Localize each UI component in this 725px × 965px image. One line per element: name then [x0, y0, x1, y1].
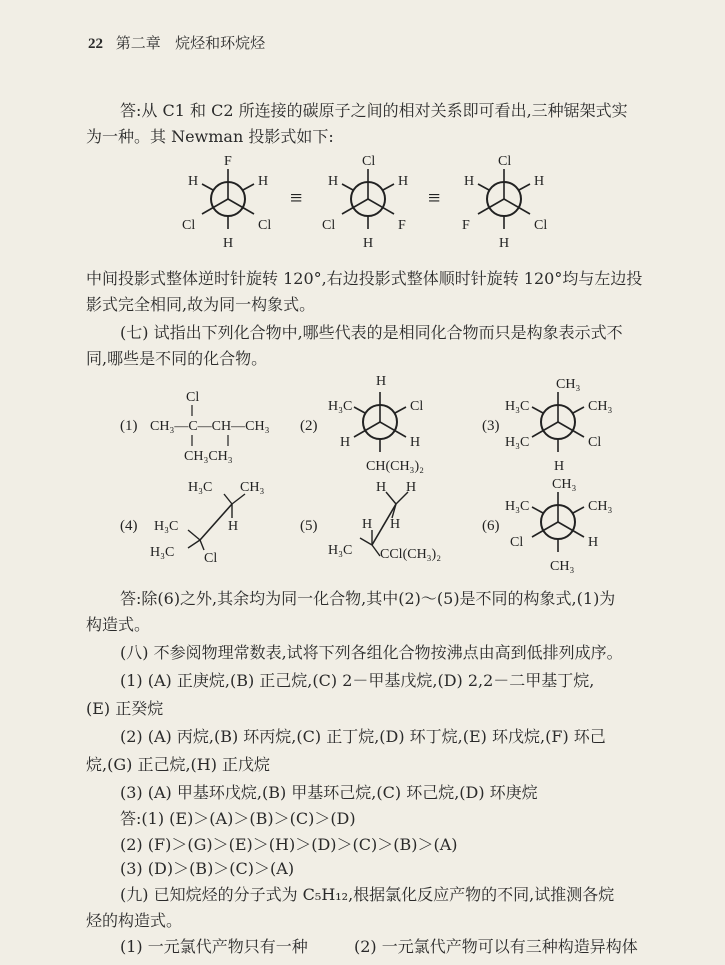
- page-number: 22: [88, 36, 103, 52]
- newman-3-back-right: H: [534, 174, 545, 189]
- compound-3-b: H₃C: [505, 399, 530, 414]
- newman-1: [182, 154, 271, 251]
- newman-2: [322, 154, 408, 251]
- compound-6-a: CH₃: [552, 477, 577, 492]
- compound-3-d: H₃C: [505, 435, 530, 450]
- compound-6-e: H: [588, 535, 599, 550]
- q7-line1: (七) 试指出下列化合物中,哪些代表的是相同化合物而只是构象表示式不: [120, 323, 623, 342]
- answer7-line1: 答:除(6)之外,其余均为同一化合物,其中(2)～(5)是不同的构象式,(1)为: [120, 589, 616, 608]
- compound-1: [120, 390, 270, 464]
- q9-option2: (2) 一元氯代产物可以有三种构造异构体: [354, 937, 638, 956]
- compound-2-c: Cl: [410, 399, 424, 414]
- chapter-title: 烷烃和环烷烃: [175, 34, 266, 52]
- q7-line2: 同,哪些是不同的化合物。: [86, 349, 268, 368]
- newman-2-front-top: Cl: [362, 154, 376, 169]
- q9-line2: 烃的构造式。: [86, 911, 183, 930]
- newman-2-front-left: Cl: [322, 218, 336, 233]
- compound-6-b: H₃C: [505, 499, 530, 514]
- identity-sign-2: ≡: [428, 185, 441, 210]
- compound-5-label: (5): [300, 518, 318, 534]
- compound-6-f: CH₃: [550, 559, 575, 574]
- compound-4-e: H₃C: [150, 545, 175, 560]
- compound-4: [120, 480, 264, 566]
- q8-answer2: (2) (F)＞(G)＞(E)＞(H)＞(D)＞(C)＞(B)＞(A): [120, 835, 458, 854]
- newman-1-back-left: H: [188, 174, 199, 189]
- compound-1-main: CH₃—C—CH—CH₃: [150, 419, 270, 434]
- q8-answer3: (3) (D)＞(B)＞(C)＞(A): [120, 859, 295, 878]
- compound-1-top: Cl: [186, 390, 200, 405]
- compound-2: [300, 374, 424, 474]
- newman-1-back-bottom: H: [223, 236, 234, 251]
- compound-4-label: (4): [120, 518, 138, 534]
- compound-4-f: Cl: [204, 551, 218, 566]
- newman-1-front-left: Cl: [182, 218, 196, 233]
- compound-2-f: CH(CH₃)₂: [366, 459, 424, 474]
- q9-option1: (1) 一元氯代产物只有一种: [120, 937, 308, 956]
- compound-2-b: H₃C: [328, 399, 353, 414]
- explain-line1: 中间投影式整体逆时针旋转 120°,右边投影式整体顺时针旋转 120°均与左边投: [86, 269, 643, 288]
- compound-5-e: H₃C: [328, 543, 353, 558]
- newman-3-back-bottom: H: [499, 236, 510, 251]
- compound-5-f: CCl(CH₃)₂: [380, 547, 442, 562]
- q8-group2-a: (2) (A) 丙烷,(B) 环丙烷,(C) 正丁烷,(D) 环丁烷,(E) 环戊烷,(F) 环己: [120, 727, 606, 746]
- compound-5-d: H: [390, 517, 401, 532]
- compound-4-b: CH₃: [240, 480, 265, 495]
- compound-2-e: H: [410, 435, 421, 450]
- newman-1-front-right: Cl: [258, 218, 272, 233]
- compound-3-c: CH₃: [588, 399, 613, 414]
- compound-6-c: CH₃: [588, 499, 613, 514]
- answer7-line2: 构造式。: [86, 615, 151, 634]
- compound-4-c: H₃C: [154, 519, 179, 534]
- newman-3-front-top: Cl: [498, 154, 512, 169]
- compound-5: [300, 480, 441, 562]
- compound-3-a: CH₃: [556, 377, 581, 392]
- compound-6-label: (6): [482, 518, 500, 534]
- newman-3-back-left: H: [464, 174, 475, 189]
- newman-2-back-right: H: [398, 174, 409, 189]
- newman-3-front-left: F: [462, 218, 470, 233]
- q8-group2-b: 烷,(G) 正己烷,(H) 正戊烷: [86, 755, 271, 774]
- newman-1-front-top: F: [224, 154, 232, 169]
- compound-5-c: H: [362, 517, 373, 532]
- compound-3-e: Cl: [588, 435, 602, 450]
- compound-6-d: Cl: [510, 535, 524, 550]
- newman-1-back-right: H: [258, 174, 269, 189]
- compound-2-d: H: [340, 435, 351, 450]
- compound-1-bottom: CH₃CH₃: [184, 449, 233, 464]
- compound-4-a: H₃C: [188, 480, 213, 495]
- explain-line2: 影式完全相同,故为同一构象式。: [86, 295, 316, 314]
- answer6-line1: 答:从 C1 和 C2 所连接的碳原子之间的相对关系即可看出,三种锯架式实: [120, 101, 628, 120]
- newman-3-front-right: Cl: [534, 218, 548, 233]
- compound-6: [482, 477, 612, 574]
- q9-line1: (九) 已知烷烃的分子式为 C₅H₁₂,根据氯化反应产物的不同,试推测各烷: [120, 885, 615, 904]
- identity-sign-1: ≡: [290, 185, 303, 210]
- newman-2-front-right: F: [398, 218, 406, 233]
- chapter-label: 第二章: [115, 34, 161, 52]
- compound-2-label: (2): [300, 418, 318, 434]
- answer6-line2: 为一种。其 Newman 投影式如下:: [86, 127, 334, 146]
- newman-2-back-left: H: [328, 174, 339, 189]
- q8-group3: (3) (A) 甲基环戊烷,(B) 甲基环己烷,(C) 环己烷,(D) 环庚烷: [120, 783, 538, 802]
- q8-group1-b: (E) 正癸烷: [86, 699, 164, 718]
- q8-group1-a: (1) (A) 正庚烷,(B) 正己烷,(C) 2－甲基戊烷,(D) 2,2－二甲基丁烷,: [120, 671, 595, 690]
- newman-2-back-bottom: H: [363, 236, 374, 251]
- q8-answer1: 答:(1) (E)＞(A)＞(B)＞(C)＞(D): [120, 809, 356, 828]
- compound-3: [482, 377, 612, 474]
- compound-3-f: H: [554, 459, 565, 474]
- compound-4-d: H: [228, 519, 239, 534]
- q8-intro: (八) 不参阅物理常数表,试将下列各组化合物按沸点由高到低排列成序。: [120, 643, 623, 662]
- newman-3: [462, 154, 547, 251]
- compound-2-a: H: [376, 374, 387, 389]
- compound-1-label: (1): [120, 418, 138, 434]
- compound-5-a: H: [376, 480, 387, 495]
- compound-5-b: H: [406, 480, 417, 495]
- compound-3-label: (3): [482, 418, 500, 434]
